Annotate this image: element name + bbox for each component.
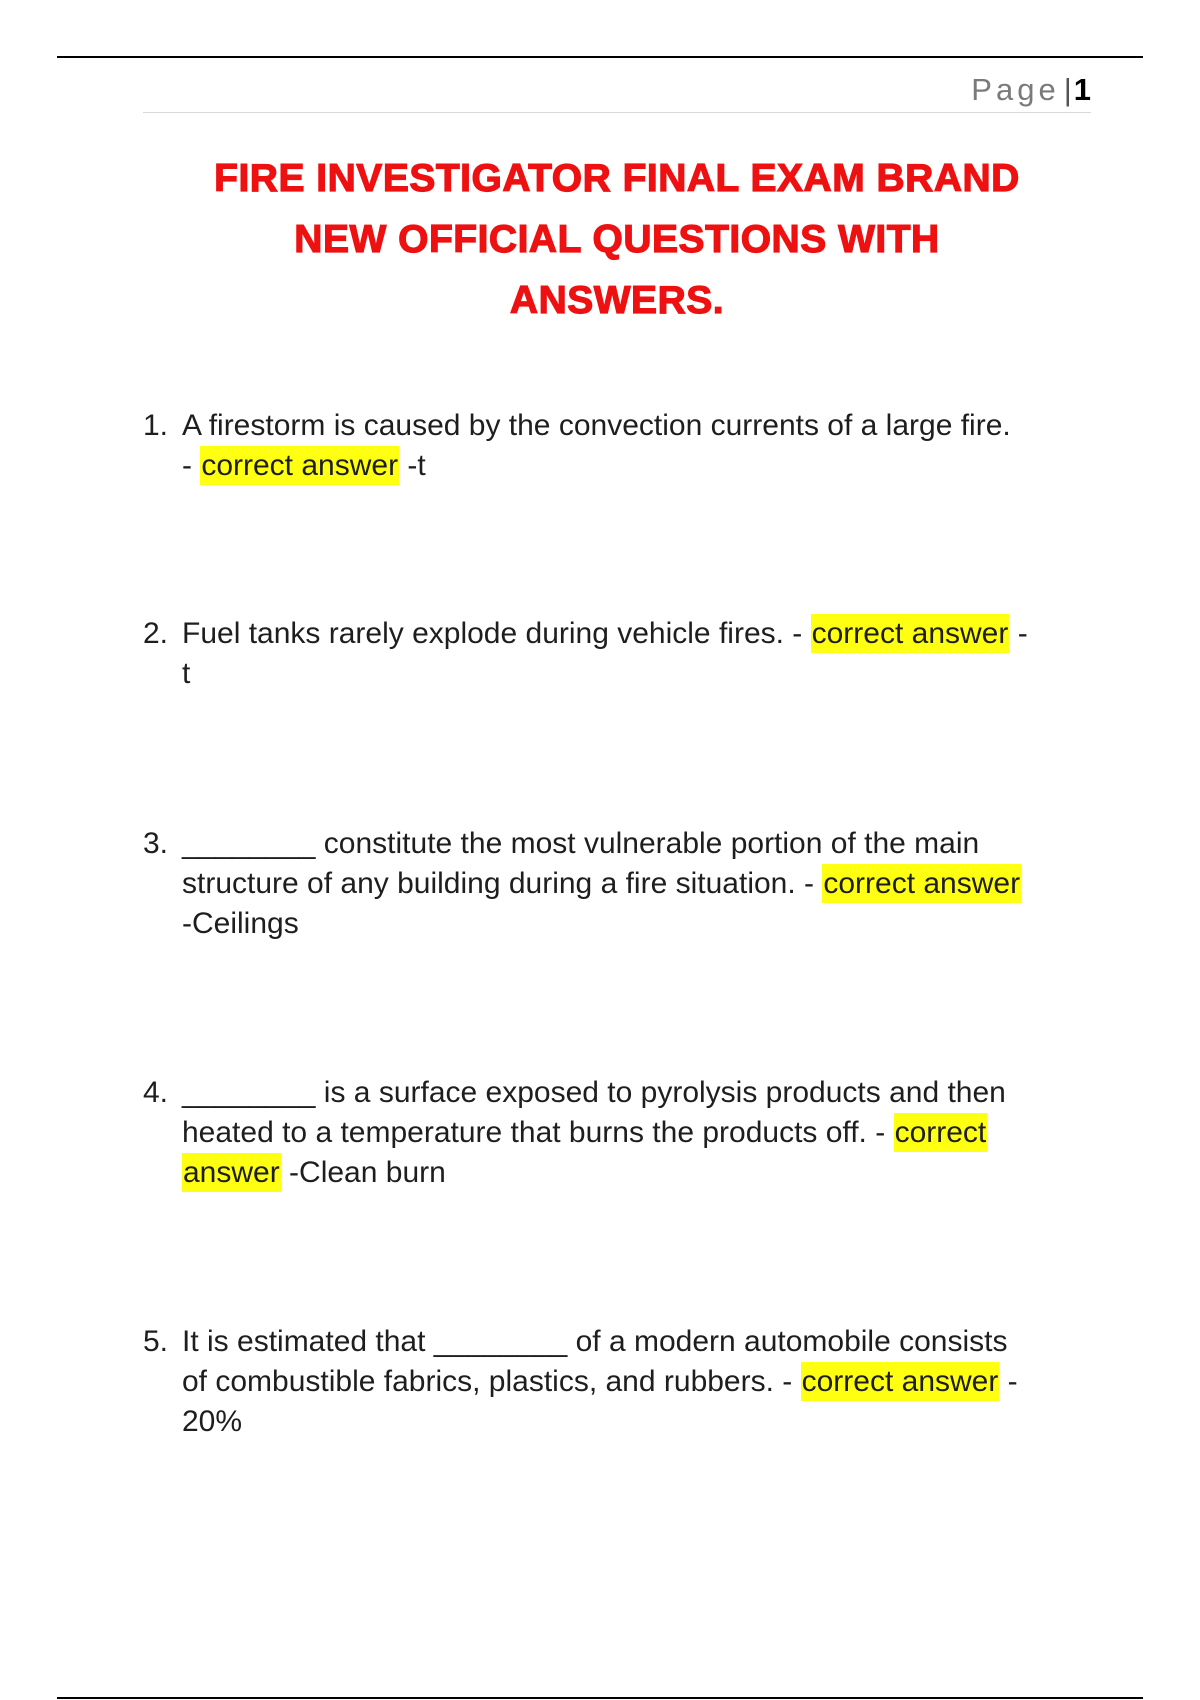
answer-text: t [182, 657, 191, 690]
answer-text: -Clean burn [280, 1156, 446, 1189]
answer-separator: - [999, 1365, 1018, 1398]
question-number: 4. [143, 1076, 169, 1109]
answer-text: -Ceilings [182, 907, 299, 940]
correct-answer-highlight: correct answer [822, 864, 1021, 903]
question-number: 1. [143, 409, 169, 442]
question-body [182, 406, 1093, 486]
page-label: Page [971, 72, 1060, 107]
correct-answer-highlight: correct answer [811, 614, 1010, 653]
question-text: A firestorm is caused by the convection currents of a large fire. [182, 409, 1011, 442]
answer-separator: - [1009, 617, 1028, 650]
question-text-line-2: of combustible fabrics, plastics, and rubbers. - [182, 1365, 801, 1398]
page-separator: | [1063, 72, 1072, 107]
bottom-border-rule [57, 1697, 1143, 1699]
correct-answer-highlight-part-2: answer [182, 1153, 281, 1192]
page-number: 1 [1073, 72, 1091, 107]
answer-text: 20% [182, 1405, 243, 1438]
question-text-line-1: It is estimated that ________ of a modern automobile consists [182, 1325, 1008, 1358]
question-text-line-1: ________ is a surface exposed to pyrolysis products and then [182, 1076, 1006, 1109]
title-line-1: FIRE INVESTIGATOR FINAL EXAM BRAND [214, 157, 1020, 200]
question-body [182, 614, 1093, 694]
question-item-1 [143, 406, 1093, 486]
question-text-line-1: ________ constitute the most vulnerable portion of the main [182, 827, 980, 860]
question-item-5 [143, 1322, 1093, 1442]
question-body [182, 1322, 1093, 1442]
question-item-2 [143, 614, 1093, 694]
correct-answer-highlight: correct answer [801, 1362, 1000, 1401]
answer-prefix: - [182, 449, 201, 482]
question-body [182, 824, 1093, 944]
question-number: 2. [143, 617, 169, 650]
answer-text: -t [399, 449, 426, 482]
question-body [182, 1073, 1093, 1193]
title-line-3: ANSWERS. [509, 279, 725, 322]
title-line-2: NEW OFFICIAL QUESTIONS WITH [294, 218, 940, 261]
question-item-4 [143, 1073, 1093, 1193]
question-number: 3. [143, 827, 169, 860]
question-text-line-2: heated to a temperature that burns the products off. - [182, 1116, 894, 1149]
question-number: 5. [143, 1325, 169, 1358]
question-item-3 [143, 824, 1093, 944]
question-text: Fuel tanks rarely explode during vehicle fires. - [182, 617, 811, 650]
correct-answer-highlight-part-1: correct [894, 1113, 988, 1152]
question-text-line-2: structure of any building during a fire situation. - [182, 867, 823, 900]
correct-answer-highlight: correct answer [200, 446, 399, 485]
